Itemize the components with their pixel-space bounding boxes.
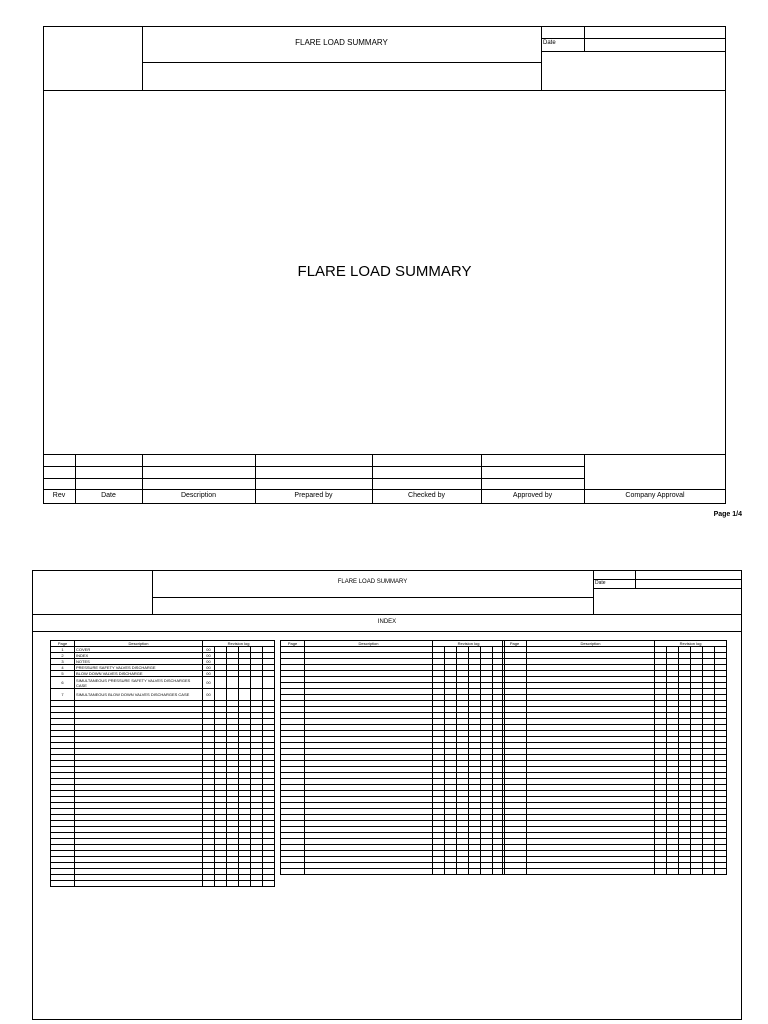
description-column-header: Description <box>75 641 203 647</box>
divider <box>43 466 584 467</box>
table-row <box>503 869 727 875</box>
description-cell <box>527 869 655 875</box>
divider <box>43 489 726 490</box>
revision-cell <box>239 689 251 701</box>
description-cell: SIMULTANEOUS PRESSURE SAFETY VALVES DISCHARGES CASE <box>75 677 203 689</box>
revision-log-column-header: Revision log <box>433 641 505 647</box>
description-cell: PRESSURE SAFETY VALVES DISCHARGE <box>75 665 203 671</box>
page-column-header: Page <box>51 641 75 647</box>
index-table <box>50 640 275 887</box>
divider <box>142 62 541 63</box>
revision-cell <box>215 881 227 887</box>
revision-cell: 00 <box>203 647 215 653</box>
header-title: FLARE LOAD SUMMARY <box>337 579 408 585</box>
revision-cell <box>481 869 493 875</box>
page-cell: 6 <box>51 677 75 689</box>
revision-cell <box>227 677 239 689</box>
page-cell: 1 <box>51 647 75 653</box>
rev-header: Rev <box>52 492 66 499</box>
revision-cell <box>433 869 445 875</box>
divider <box>593 588 742 589</box>
table-row <box>281 869 505 875</box>
revision-cell <box>691 869 703 875</box>
divider <box>541 51 726 52</box>
page-cell: 5 <box>51 671 75 677</box>
table-row <box>51 677 275 689</box>
divider <box>152 570 153 614</box>
page-column-header: Page <box>503 641 527 647</box>
description-cell: NOTES <box>75 659 203 665</box>
index-table <box>502 640 727 875</box>
revision-cell: 00 <box>203 653 215 659</box>
main-title: FLARE LOAD SUMMARY <box>297 263 472 280</box>
revision-cell <box>655 869 667 875</box>
revision-cell <box>239 677 251 689</box>
page-cell: 4 <box>51 665 75 671</box>
date-label: Date <box>543 40 556 46</box>
revision-cell <box>251 689 263 701</box>
divider <box>152 597 593 598</box>
revision-cell <box>457 869 469 875</box>
divider <box>43 478 584 479</box>
description-cell: SIMULTANEOUS BLOW DOWN VALVES DISCHARGES CASE <box>75 689 203 701</box>
revision-cell <box>227 689 239 701</box>
divider <box>43 90 726 91</box>
prepared-by-header: Prepared by <box>294 492 333 499</box>
page-cell: 3 <box>51 659 75 665</box>
divider <box>593 570 594 614</box>
description-cell: INDEX <box>75 653 203 659</box>
page-cell <box>51 881 75 887</box>
revision-cell <box>469 869 481 875</box>
date-label: Date <box>595 580 606 586</box>
revision-cell <box>263 881 275 887</box>
page-cell: 2 <box>51 653 75 659</box>
revision-cell: 00 <box>203 689 215 701</box>
revision-cell <box>263 689 275 701</box>
index-table <box>280 640 505 875</box>
divider <box>593 579 742 580</box>
revision-cell <box>667 869 679 875</box>
page-cell <box>503 869 527 875</box>
page-cell <box>281 869 305 875</box>
index-title: INDEX <box>377 619 397 625</box>
description-cell <box>75 881 203 887</box>
description-cell: COVER <box>75 647 203 653</box>
table-row <box>51 689 275 701</box>
revision-cell <box>263 677 275 689</box>
revision-cell <box>703 869 715 875</box>
description-header: Description <box>180 492 216 499</box>
revision-cell <box>227 881 239 887</box>
revision-cell <box>679 869 691 875</box>
revision-cell: 00 <box>203 665 215 671</box>
company-approval-header: Company Approval <box>625 492 685 499</box>
approved-by-header: Approved by <box>512 492 553 499</box>
divider <box>32 614 742 615</box>
revision-cell <box>239 881 251 887</box>
page-column-header: Page <box>281 641 305 647</box>
revision-cell <box>251 677 263 689</box>
divider <box>43 454 726 455</box>
divider <box>541 26 542 90</box>
revision-cell <box>215 677 227 689</box>
revision-cell <box>203 881 215 887</box>
revision-cell <box>445 869 457 875</box>
revision-cell: 00 <box>203 659 215 665</box>
revision-cell <box>715 869 727 875</box>
description-cell <box>305 869 433 875</box>
description-cell: BLOW DOWN VALVES DISCHARGE <box>75 671 203 677</box>
revision-cell <box>251 881 263 887</box>
divider <box>142 26 143 90</box>
revision-log-column-header: Revision log <box>655 641 727 647</box>
page-cell: 7 <box>51 689 75 701</box>
revision-cell: 00 <box>203 677 215 689</box>
page-number: Page 1/4 <box>713 511 742 518</box>
table-row <box>51 881 275 887</box>
divider <box>541 38 726 39</box>
revision-cell: 00 <box>203 671 215 677</box>
revision-cell <box>215 689 227 701</box>
header-title: FLARE LOAD SUMMARY <box>295 38 388 47</box>
divider <box>32 631 742 632</box>
checked-by-header: Checked by <box>408 492 445 499</box>
revision-log-column-header: Revision log <box>203 641 275 647</box>
description-column-header: Description <box>527 641 655 647</box>
description-column-header: Description <box>305 641 433 647</box>
date-header: Date <box>101 492 116 499</box>
